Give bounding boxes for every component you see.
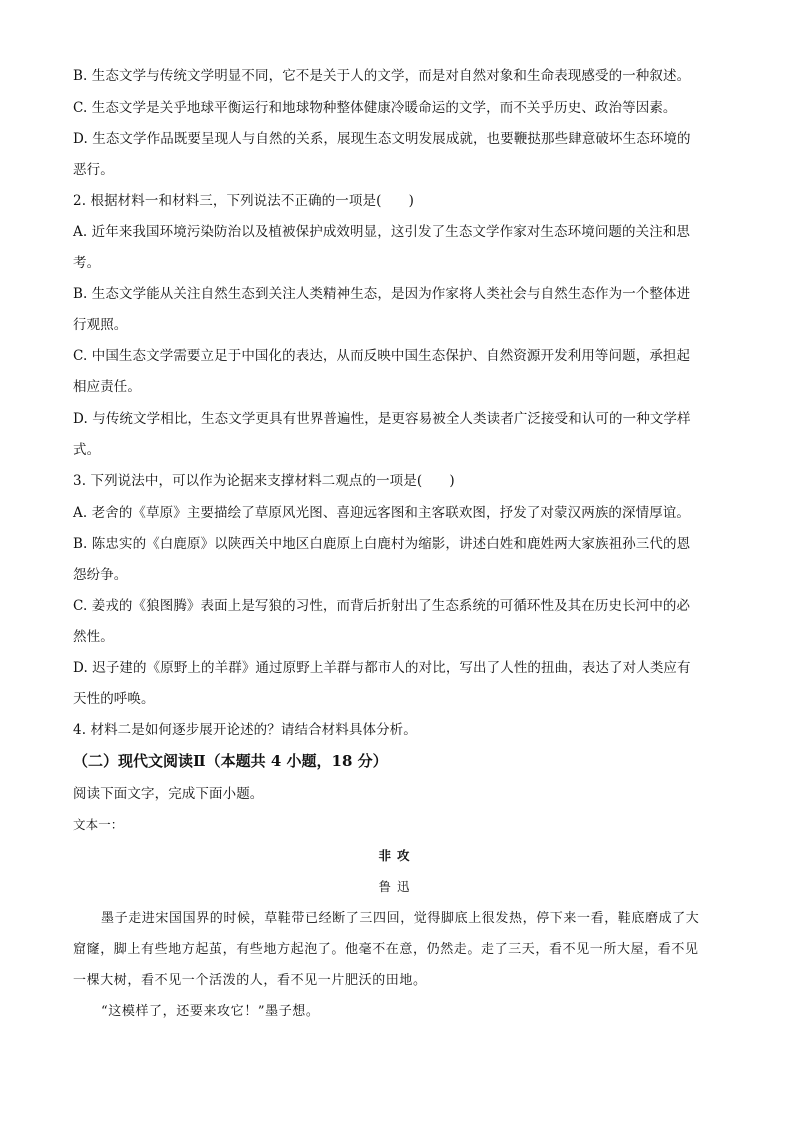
- passage-p2: “这模样了，还要来攻它！”墨子想。: [101, 1004, 320, 1019]
- q3-stem: 3. 下列说法中，可以作为论据来支撑材料二观点的一项是( ): [73, 473, 455, 489]
- q2-option-c-line2: 相应责任。: [73, 379, 141, 395]
- q3-option-b-line2: 怨纷争。: [73, 567, 128, 583]
- text-label: 文本一：: [73, 817, 124, 832]
- q1-option-b: B. 生态文学与传统文学明显不同，它不是关于人的文学，而是对自然对象和生命表现感受的一种叙述。: [73, 68, 691, 84]
- passage-title: 非攻: [378, 848, 416, 863]
- q1-option-d-line2: 恶行。: [73, 162, 114, 178]
- q3-option-d-line1: D. 迟子建的《原野上的羊群》通过原野上羊群与都市人的对比，写出了人性的扭曲，表达了对人类应有: [73, 660, 691, 676]
- q1-option-d-line1: D. 生态文学作品既要呈现人与自然的关系，展现生态文明发展成就，也要鞭挞那些肆意破坏生态环境的: [73, 131, 691, 147]
- q2-stem: 2. 根据材料一和材料三，下列说法不正确的一项是( ): [73, 193, 415, 209]
- q3-option-b-line1: B. 陈忠实的《白鹿原》以陕西关中地区白鹿原上白鹿村为缩影，讲述白姓和鹿姓两大家族祖孙三代的恩: [73, 536, 691, 552]
- passage-p1-line3: 一棵大树，看不见一个活泼的人，看不见一片肥沃的田地。: [73, 973, 427, 988]
- q2-option-b-line2: 行观照。: [73, 317, 128, 333]
- q2-option-c-line1: C. 中国生态文学需要立足于中国化的表达，从而反映中国生态保护、自然资源开发利用等问题，承担起: [73, 348, 691, 364]
- passage-p1-line1: 墨子走进宋国国界的时候，草鞋带已经断了三四回，觉得脚底上很发热，停下来一看，鞋底磨成了大: [101, 911, 700, 926]
- q2-option-a-line2: 考。: [73, 255, 101, 271]
- passage-author: 鲁迅: [378, 879, 416, 894]
- q2-option-d-line2: 式。: [73, 442, 101, 458]
- q2-option-a-line1: A. 近年来我国环境污染防治以及植被保护成效明显，这引发了生态文学作家对生态环境问题的关注和思: [73, 224, 691, 240]
- q3-option-c-line2: 然性。: [73, 629, 114, 645]
- q1-option-c: C. 生态文学是关乎地球平衡运行和地球物种整体健康冷暖命运的文学，而不关乎历史、政治等因素。: [73, 100, 677, 116]
- q2-option-d-line1: D. 与传统文学相比，生态文学更具有世界普遍性，是更容易被全人类读者广泛接受和认可的一种文学样: [73, 411, 691, 427]
- q4-stem: 4. 材料二是如何逐步展开论述的？请结合材料具体分析。: [73, 722, 417, 738]
- q3-option-c-line1: C. 姜戎的《狼图腾》表面上是写狼的习性，而背后折射出了生态系统的可循环性及其在历史长河中的必: [73, 598, 691, 614]
- passage-p1-line2: 窟窿，脚上有些地方起茧，有些地方起泡了。他毫不在意，仍然走。走了三天，看不见一所大屋，看不见: [73, 942, 699, 957]
- q2-option-b-line1: B. 生态文学能从关注自然生态到关注人类精神生态，是因为作家将人类社会与自然生态作为一个整体进: [73, 286, 691, 302]
- q3-option-a: A. 老舍的《草原》主要描绘了草原风光图、喜迎远客图和主客联欢图，抒发了对蒙汉两族的深情厚谊。: [73, 505, 691, 521]
- section-heading: （二）现代文阅读Ⅱ（本题共 4 小题，18 分）: [73, 752, 388, 770]
- q3-option-d-line2: 天性的呼唤。: [73, 691, 155, 707]
- section-instruction: 阅读下面文字，完成下面小题。: [73, 786, 264, 802]
